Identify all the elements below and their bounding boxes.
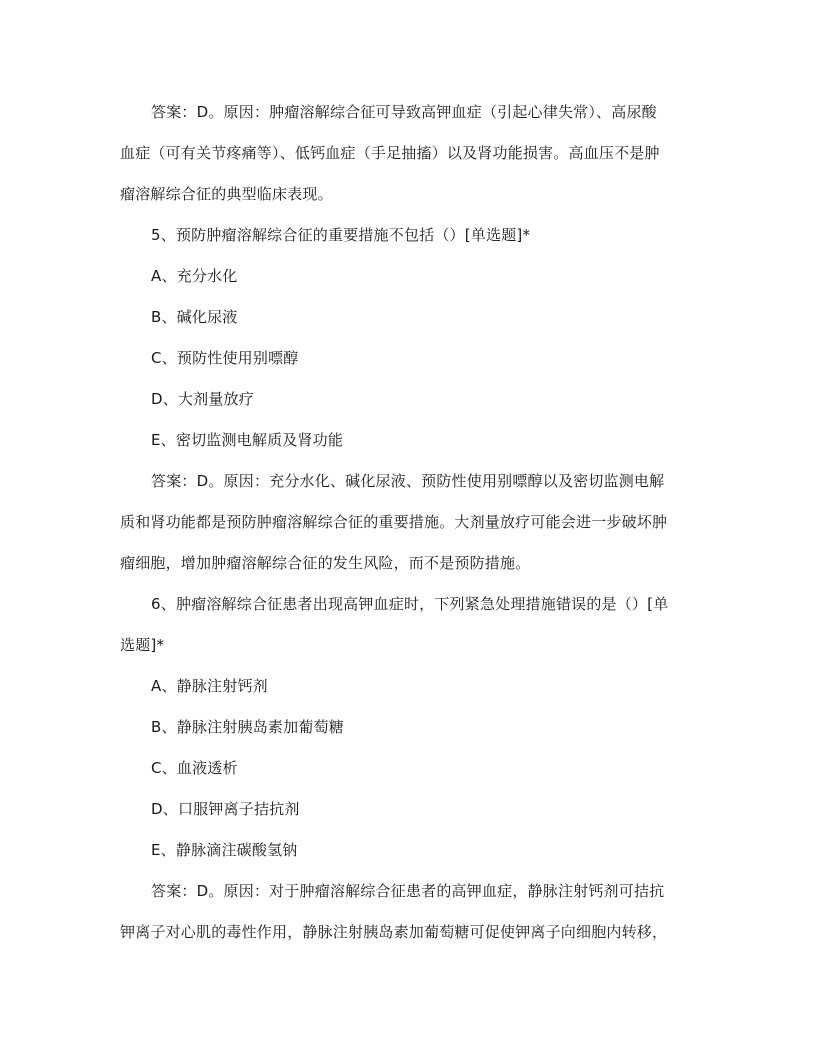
question-6-line-2: 选题]* [120,636,165,654]
answer-4-line-2: 血症（可有关节疼痛等）、低钙血症（手足抽搐）以及肾功能损害。高血压不是肿 [120,144,660,162]
question-6-line-1: 6、肿瘤溶解综合征患者出现高钾血症时，下列紧急处理措施错误的是（）[单 [151,595,669,613]
answer-4-line-1: 答案：D。原因：肿瘤溶解综合征可导致高钾血症（引起心律失常）、高尿酸 [151,103,657,121]
question-5-option-d: D、大剂量放疗 [151,390,254,408]
question-6-option-a: A、静脉注射钙剂 [151,677,268,695]
question-5-option-b: B、碱化尿液 [151,308,238,326]
question-6-option-d: D、口服钾离子拮抗剂 [151,800,300,818]
question-6-option-c: C、血液透析 [151,759,238,777]
question-5-option-a: A、充分水化 [151,267,238,285]
document-body [120,92,698,953]
answer-5-line-2: 质和肾功能都是预防肿瘤溶解综合征的重要措施。大剂量放疗可能会进一步破坏肿 [120,513,668,531]
answer-6-line-1: 答案：D。原因：对于肿瘤溶解综合征患者的高钾血症，静脉注射钙剂可拮抗 [151,882,665,900]
question-5: 5、预防肿瘤溶解综合征的重要措施不包括（）[单选题]* [151,226,531,244]
answer-5-line-1: 答案：D。原因：充分水化、碱化尿液、预防性使用别嘌醇以及密切监测电解 [151,472,665,490]
answer-5-line-3: 瘤细胞，增加肿瘤溶解综合征的发生风险，而不是预防措施。 [120,554,531,572]
answer-4-line-3: 瘤溶解综合征的典型临床表现。 [120,185,333,203]
question-6-option-b: B、静脉注射胰岛素加葡萄糖 [151,718,344,736]
question-5-option-e: E、密切监测电解质及肾功能 [151,431,344,449]
question-6-option-e: E、静脉滴注碳酸氢钠 [151,841,298,859]
question-5-option-c: C、预防性使用别嘌醇 [151,349,299,367]
answer-6-line-2: 钾离子对心肌的毒性作用，静脉注射胰岛素加葡萄糖可促使钾离子向细胞内转移， [120,923,668,941]
